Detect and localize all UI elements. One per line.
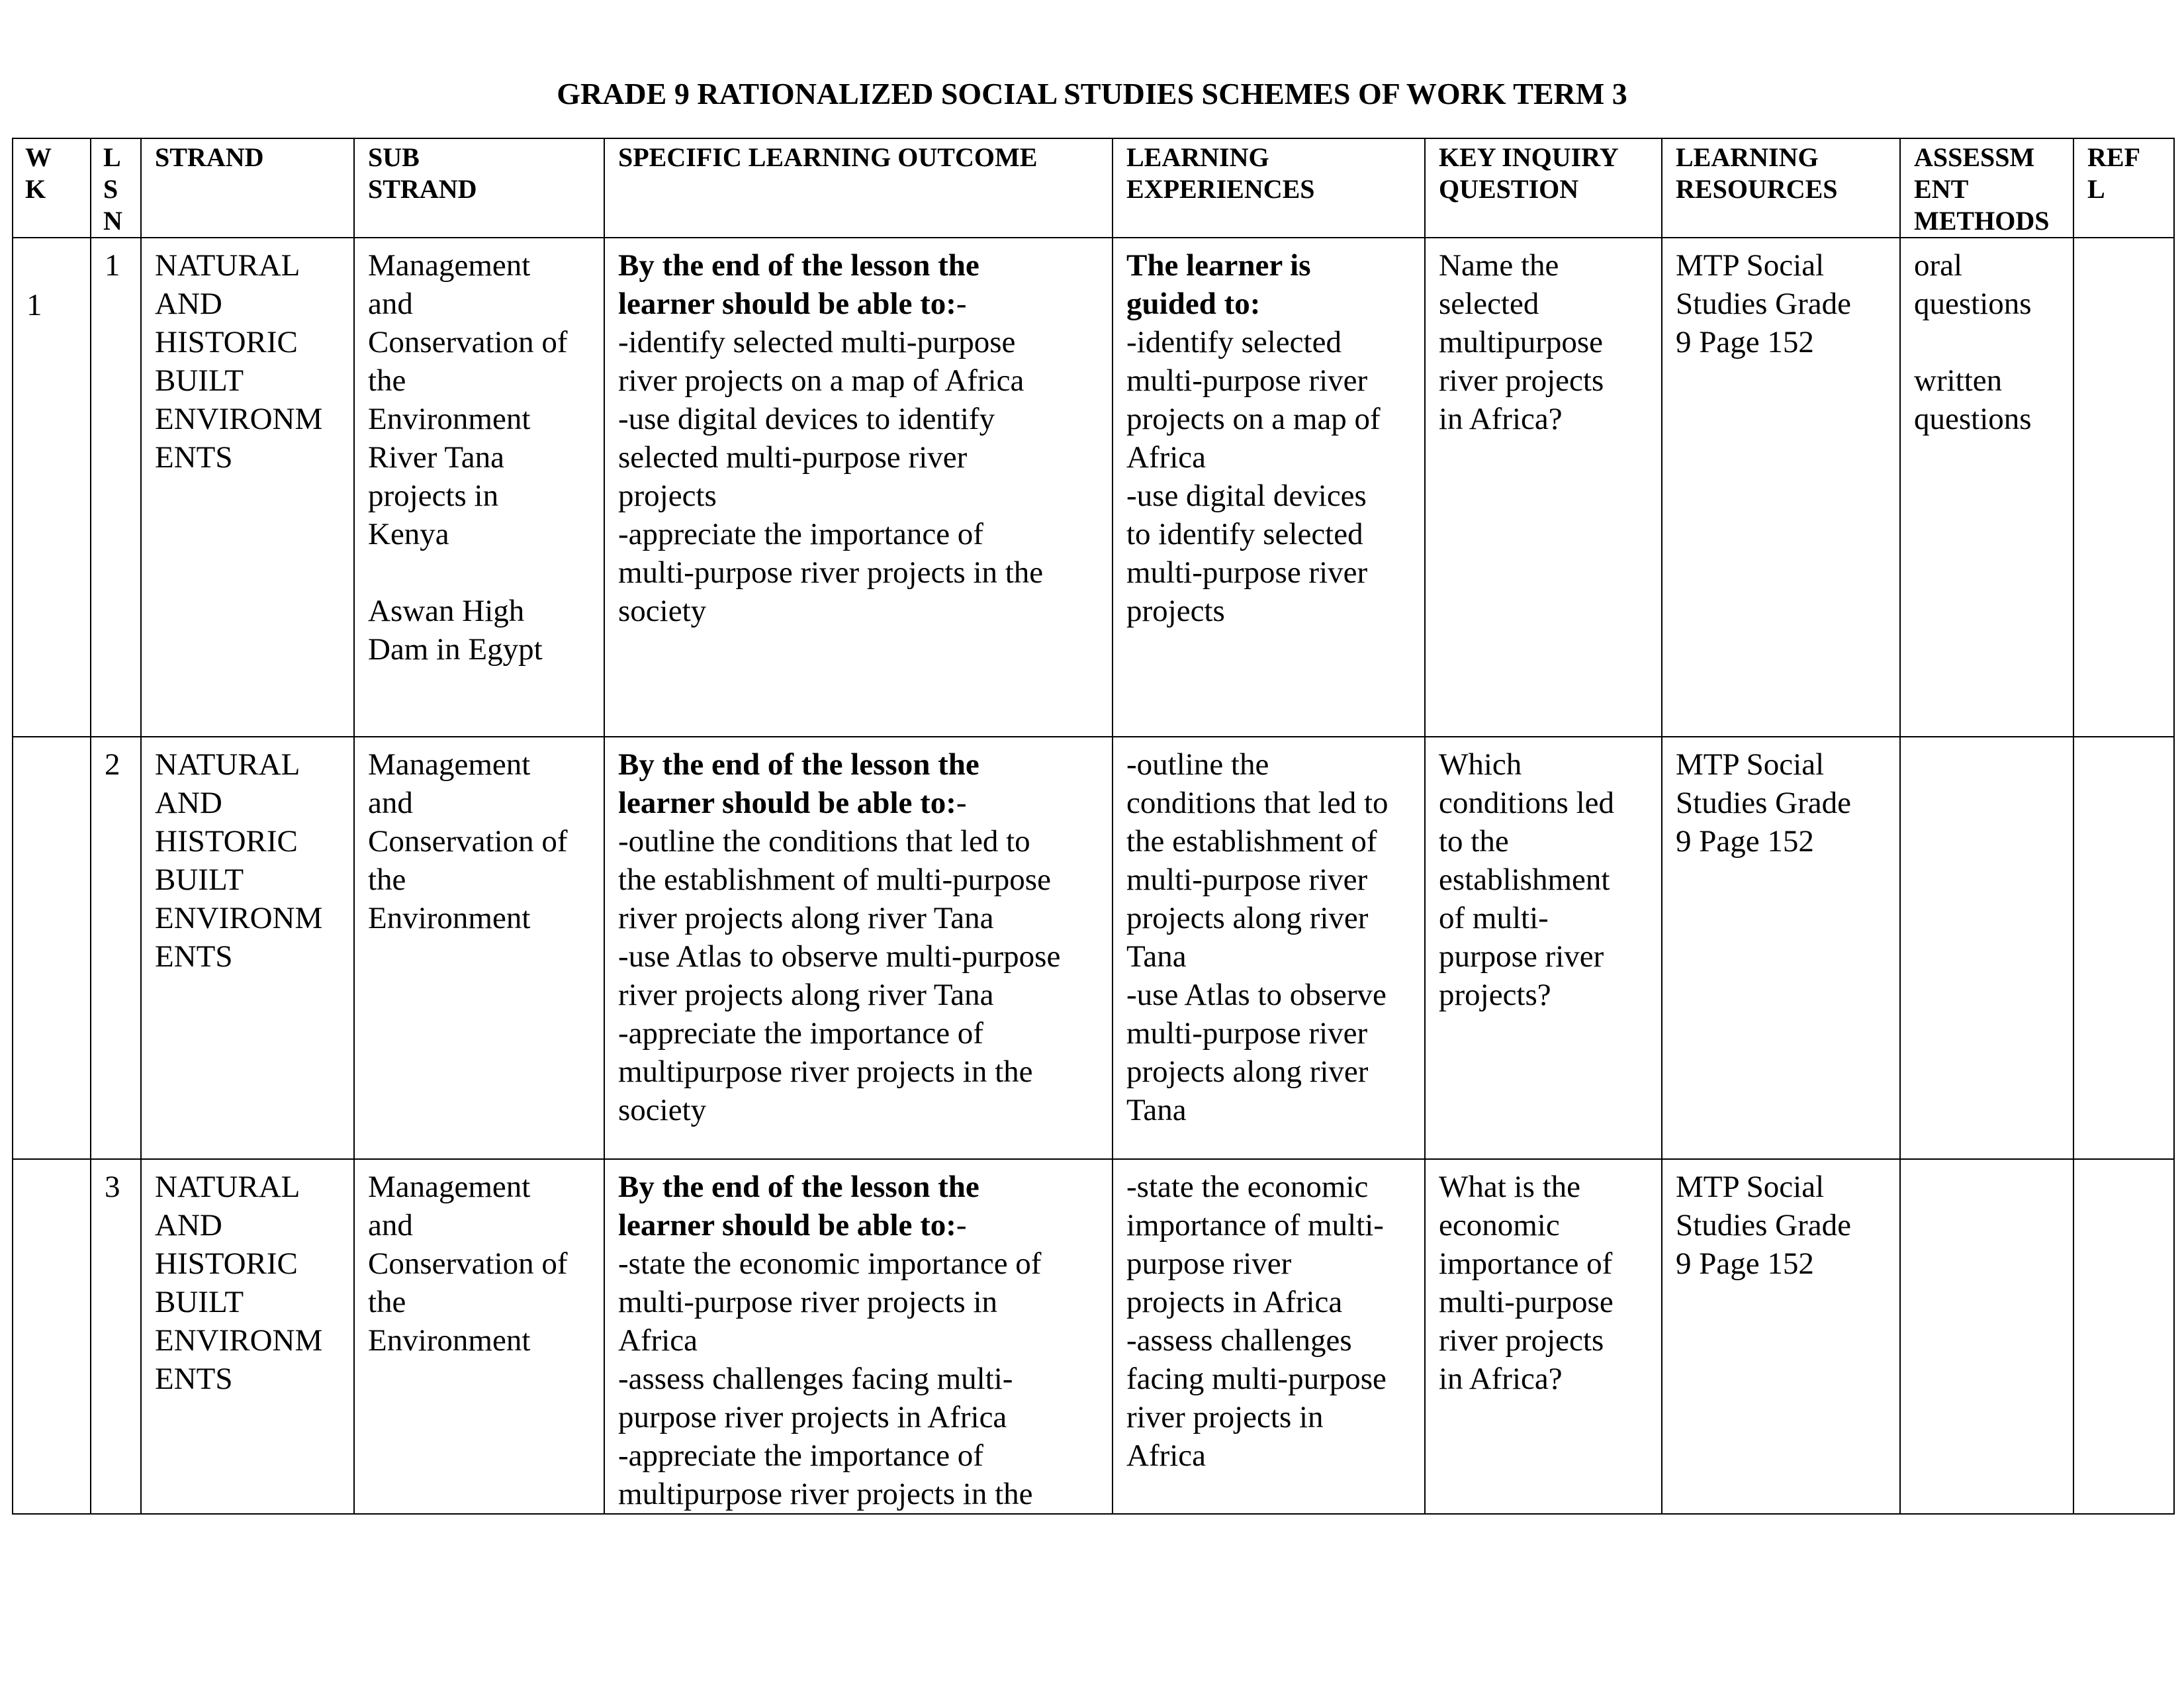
text-line: facing multi-purpose — [1126, 1362, 1387, 1396]
text-line: projects — [1126, 594, 1225, 628]
page-title: GRADE 9 RATIONALIZED SOCIAL STUDIES SCHEMES OF WORK TERM 3 — [557, 77, 1627, 111]
cell-reflection — [2073, 1159, 2174, 1514]
cell-learning-experiences — [1113, 238, 1425, 737]
text-line: NATURAL — [155, 747, 300, 782]
text-line: W — [25, 142, 52, 172]
text-line: written — [1914, 363, 2003, 398]
text-line: BUILT — [155, 363, 244, 398]
text-line: projects along river — [1126, 1055, 1369, 1089]
text-line: river projects — [1439, 363, 1604, 398]
cell-sub-strand — [354, 238, 604, 737]
text-line: AND — [155, 287, 222, 321]
text-line: society — [618, 594, 707, 628]
text-line: to the — [1439, 824, 1509, 859]
outcome-intro: By the end of the lesson the learner should be able to:- — [618, 248, 979, 321]
text-line: -state the economic importance of — [618, 1246, 1042, 1281]
text-line: REF — [2087, 142, 2140, 172]
text-line: -outline the — [1126, 747, 1269, 782]
text-line — [1914, 323, 2064, 361]
text-line: ASSESSM — [1914, 142, 2035, 172]
text-line: MTP Social — [1676, 248, 1825, 283]
text-line: river projects on a map of Africa — [618, 363, 1024, 398]
text-line: ENT — [1914, 174, 1969, 204]
text-line: establishment — [1439, 863, 1610, 897]
header-specific-learning-outcome — [604, 138, 1113, 238]
text-line: ENTS — [155, 440, 233, 475]
cell-key-inquiry-question — [1425, 737, 1662, 1159]
cell-specific-learning-outcome — [604, 1159, 1113, 1514]
text-line: HISTORIC — [155, 1246, 298, 1281]
cell-learning-resources — [1662, 1159, 1900, 1514]
text-line: Environment — [368, 901, 531, 935]
text-line: -state the economic — [1126, 1170, 1369, 1204]
cell-learning-resources — [1662, 737, 1900, 1159]
text-line: Aswan High — [368, 594, 525, 628]
table-row — [13, 1159, 2174, 1514]
text-line: multi-purpose river projects in — [618, 1285, 997, 1319]
text-line: K — [25, 174, 46, 204]
experiences-list — [1126, 745, 1415, 1129]
text-line: in Africa? — [1439, 1362, 1563, 1396]
header-strand — [141, 138, 354, 238]
text-line: projects along river — [1126, 901, 1369, 935]
text-line: conditions led — [1439, 786, 1614, 820]
text-line: HISTORIC — [155, 824, 298, 859]
cell-strand — [141, 238, 354, 737]
cell-specific-learning-outcome — [604, 737, 1113, 1159]
text-line: in Africa? — [1439, 402, 1563, 436]
cell-lesson: 3 — [91, 1159, 141, 1514]
text-line: selected — [1439, 287, 1539, 321]
text-line: LEARNING — [1676, 142, 1819, 172]
text-line: Conservation of — [368, 1246, 568, 1281]
header-reflection — [2073, 138, 2174, 238]
text-line: -outline the conditions that led to — [618, 824, 1030, 859]
cell-assessment-methods — [1900, 737, 2073, 1159]
text-line: multipurpose — [1439, 325, 1604, 359]
text-line: the establishment of multi-purpose — [618, 863, 1051, 897]
text-line: ENVIRONM — [155, 402, 323, 436]
text-line: projects in — [368, 479, 499, 513]
text-line: river projects — [1439, 1323, 1604, 1358]
experiences-intro — [1126, 246, 1415, 323]
cell-strand — [141, 1159, 354, 1514]
text-line: -assess challenges — [1126, 1323, 1352, 1358]
text-line: economic — [1439, 1208, 1560, 1243]
header-key-inquiry-question — [1425, 138, 1662, 238]
text-line: Studies Grade — [1676, 287, 1851, 321]
text-line: of multi- — [1439, 901, 1549, 935]
text-line: 9 Page 152 — [1676, 824, 1814, 859]
text-line: AND — [155, 786, 222, 820]
text-line: Conservation of — [368, 824, 568, 859]
text-line: the — [368, 1285, 406, 1319]
text-line: HISTORIC — [155, 325, 298, 359]
text-line: purpose river — [1439, 939, 1604, 974]
text-line: The learner is — [1126, 248, 1311, 283]
text-line: Environment — [368, 402, 531, 436]
text-line: L — [103, 142, 121, 172]
text-line: NATURAL — [155, 248, 300, 283]
text-line: conditions that led to — [1126, 786, 1388, 820]
text-line: purpose river projects in Africa — [618, 1400, 1007, 1434]
text-line: ENVIRONM — [155, 901, 323, 935]
text-line: -use digital devices to identify — [618, 402, 995, 436]
text-line: SUB — [368, 142, 420, 172]
cell-learning-experiences — [1113, 737, 1425, 1159]
text-line: Conservation of — [368, 325, 568, 359]
text-line: projects in Africa — [1126, 1285, 1343, 1319]
text-line: questions — [1914, 287, 2032, 321]
text-line: -use Atlas to observe multi-purpose — [618, 939, 1061, 974]
cell-assessment-methods — [1900, 238, 2073, 737]
text-line: projects — [618, 479, 717, 513]
text-line: STRAND — [155, 142, 264, 172]
text-line: Management — [368, 248, 531, 283]
text-line: KEY INQUIRY — [1439, 142, 1619, 172]
header-assessment-methods — [1900, 138, 2073, 238]
text-line: Africa — [1126, 1438, 1206, 1473]
text-line: the establishment of — [1126, 824, 1377, 859]
text-line: AND — [155, 1208, 222, 1243]
text-line: What is the — [1439, 1170, 1581, 1204]
text-line: Management — [368, 1170, 531, 1204]
text-line: QUESTION — [1439, 174, 1579, 204]
text-line: -use digital devices — [1126, 479, 1367, 513]
text-line: BUILT — [155, 863, 244, 897]
text-line: multipurpose river projects in the — [618, 1477, 1033, 1511]
text-line: Africa — [618, 1323, 698, 1358]
text-line: multi-purpose river — [1126, 555, 1368, 590]
text-line: Which — [1439, 747, 1522, 782]
text-line: multipurpose river projects in the — [618, 1055, 1033, 1089]
cell-key-inquiry-question — [1425, 238, 1662, 737]
text-line: Studies Grade — [1676, 786, 1851, 820]
text-line: Kenya — [368, 517, 449, 551]
text-line: STRAND — [368, 174, 477, 204]
text-line: oral — [1914, 248, 1963, 283]
text-line: 9 Page 152 — [1676, 325, 1814, 359]
text-line: Africa — [1126, 440, 1206, 475]
text-line: N — [103, 206, 122, 236]
cell-key-inquiry-question — [1425, 1159, 1662, 1514]
cell-reflection — [2073, 737, 2174, 1159]
text-line: S — [103, 174, 118, 204]
text-line: Dam in Egypt — [368, 632, 543, 667]
text-line: NATURAL — [155, 1170, 300, 1204]
text-line: -identify selected multi-purpose — [618, 325, 1016, 359]
cell-week: 1 — [13, 238, 91, 737]
text-line: multi-purpose — [1439, 1285, 1614, 1319]
header-sub-strand — [354, 138, 604, 238]
text-line: RESOURCES — [1676, 174, 1838, 204]
header-wk — [13, 138, 91, 238]
cell-week — [13, 737, 91, 1159]
text-line: multi-purpose river — [1126, 863, 1368, 897]
outcome-list — [618, 1244, 1103, 1513]
text-line: -assess challenges facing multi- — [618, 1362, 1013, 1396]
cell-sub-strand — [354, 1159, 604, 1514]
text-line: and — [368, 1208, 413, 1243]
text-line: ENTS — [155, 939, 233, 974]
header-learning-experiences — [1113, 138, 1425, 238]
text-line: multi-purpose river — [1126, 363, 1368, 398]
text-line: the — [368, 863, 406, 897]
cell-learning-experiences — [1113, 1159, 1425, 1514]
text-line: society — [618, 1093, 707, 1127]
text-line: River Tana — [368, 440, 504, 475]
text-line: river projects along river Tana — [618, 978, 994, 1012]
text-line: importance of — [1439, 1246, 1613, 1281]
cell-lesson: 1 — [91, 238, 141, 737]
text-line: Name the — [1439, 248, 1559, 283]
text-line: guided to: — [1126, 287, 1261, 321]
text-line: multi-purpose river — [1126, 1016, 1368, 1051]
header-learning-resources — [1662, 138, 1900, 238]
text-line: multi-purpose river projects in the — [618, 555, 1044, 590]
table-header-row — [13, 138, 2174, 238]
text-line: Studies Grade — [1676, 1208, 1851, 1243]
text-line: EXPERIENCES — [1126, 174, 1315, 204]
schemes-of-work-table — [12, 138, 2175, 1515]
text-line: river projects along river Tana — [618, 901, 994, 935]
text-line: 9 Page 152 — [1676, 1246, 1814, 1281]
text-line — [368, 553, 594, 592]
text-line: L — [2087, 174, 2105, 204]
outcome-intro: By the end of the lesson the learner should be able to:- — [618, 747, 979, 820]
text-line: purpose river — [1126, 1246, 1292, 1281]
text-line: Management — [368, 747, 531, 782]
text-line: MTP Social — [1676, 1170, 1825, 1204]
text-line: -appreciate the importance of — [618, 1016, 983, 1051]
text-line: ENVIRONM — [155, 1323, 323, 1358]
text-line: the — [368, 363, 406, 398]
text-line: LEARNING — [1126, 142, 1269, 172]
text-line: to identify selected — [1126, 517, 1363, 551]
text-line: BUILT — [155, 1285, 244, 1319]
experiences-list — [1126, 1168, 1415, 1475]
text-line: -identify selected — [1126, 325, 1342, 359]
text-line: projects on a map of — [1126, 402, 1381, 436]
cell-learning-resources — [1662, 238, 1900, 737]
text-line: questions — [1914, 402, 2032, 436]
cell-specific-learning-outcome — [604, 238, 1113, 737]
cell-assessment-methods — [1900, 1159, 2073, 1514]
cell-lesson: 2 — [91, 737, 141, 1159]
outcome-list — [618, 323, 1103, 630]
cell-sub-strand — [354, 737, 604, 1159]
text-line: ENTS — [155, 1362, 233, 1396]
text-line: Tana — [1126, 1093, 1187, 1127]
outcome-list — [618, 822, 1103, 1129]
text-line: Tana — [1126, 939, 1187, 974]
table-row — [13, 238, 2174, 737]
text-line: MTP Social — [1676, 747, 1825, 782]
cell-strand — [141, 737, 354, 1159]
text-line: and — [368, 287, 413, 321]
text-line: importance of multi- — [1126, 1208, 1384, 1243]
text-line: -use Atlas to observe — [1126, 978, 1387, 1012]
text-line: selected multi-purpose river — [618, 440, 968, 475]
table-row — [13, 737, 2174, 1159]
text-line: SPECIFIC LEARNING OUTCOME — [618, 142, 1038, 172]
text-line: -appreciate the importance of — [618, 1438, 983, 1473]
experiences-list — [1126, 323, 1415, 630]
text-line: -appreciate the importance of — [618, 517, 983, 551]
text-line: and — [368, 786, 413, 820]
header-lsn — [91, 138, 141, 238]
cell-reflection — [2073, 238, 2174, 737]
text-line: river projects in — [1126, 1400, 1324, 1434]
cell-week — [13, 1159, 91, 1514]
text-line: METHODS — [1914, 206, 2050, 236]
text-line: projects? — [1439, 978, 1551, 1012]
text-line: Environment — [368, 1323, 531, 1358]
outcome-intro: By the end of the lesson the learner should be able to:- — [618, 1170, 979, 1243]
